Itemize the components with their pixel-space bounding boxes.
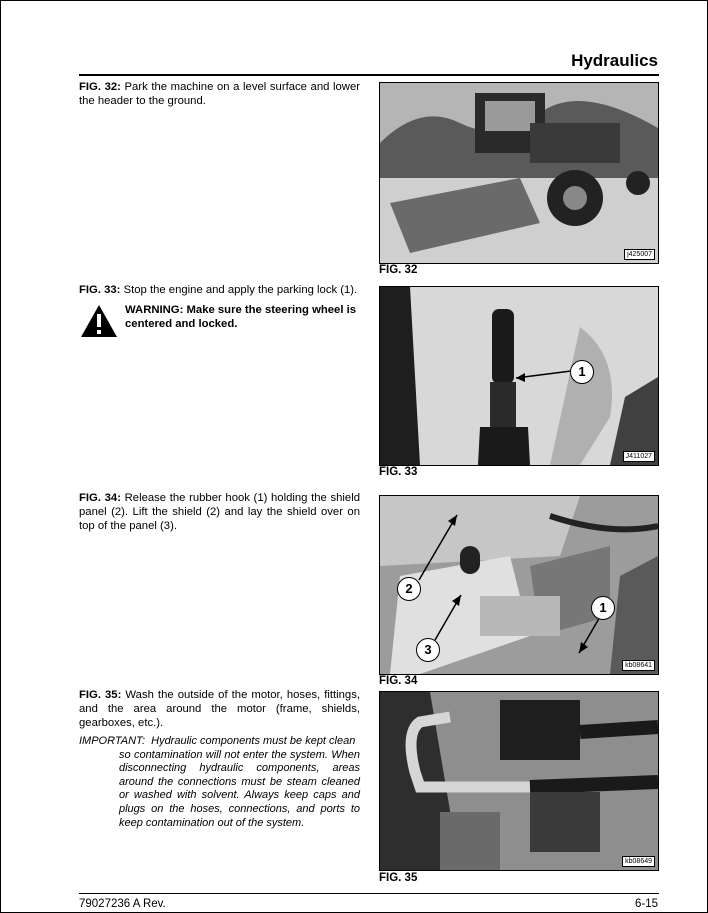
warning-text: WARNING: Make sure the steering wheel is centered and locked. [125,304,357,330]
figure-32-caption: FIG. 32 [379,264,418,276]
step-text: Stop the engine and apply the parking lock (1). [123,284,358,296]
warning-block [79,303,360,343]
figure-34-caption: FIG. 34 [379,675,418,687]
important-rest: so contamination will not enter the system. When disconnecting hydraulic components, areas around the connections must be steam cleaned or washed with solvent. Always keep caps and plugs on the hoses, connections, and ports to keep contamination out of the system. [119,748,360,829]
step-fig35 [79,688,360,730]
step-text: Release the rubber hook (1) holding the shield panel (2). Lift the shield (2) and lay the shield over on top of the panel (3). [79,492,360,532]
step-label: FIG. 32: [79,81,121,93]
image-id: kb08641 [622,660,655,671]
callout-2: 2 [397,577,421,601]
image-id: j425007 [624,249,655,260]
important-first: Hydraulic components must be kept clean [151,735,356,747]
step-label: FIG. 34: [79,492,121,504]
figure-33-caption: FIG. 33 [379,466,418,478]
step-fig32 [79,80,360,108]
title-rule [79,74,659,76]
step-fig34 [79,491,360,533]
step-text: Wash the outside of the motor, hoses, fittings, and the area around the motor (frame, shields, gearboxes, etc.). [79,689,361,729]
callout-1: 1 [570,360,594,384]
warning-triangle-icon [79,303,119,339]
section-title: Hydraulics [571,51,658,70]
figure-35-caption: FIG. 35 [379,872,418,884]
footer-doc-number: 79027236 A Rev. [79,898,166,910]
footer-rule [79,893,659,894]
step-label: FIG. 35: [79,689,122,701]
figure-33-leader [379,286,657,464]
figure-35-image [379,691,659,871]
image-id: kb08649 [622,856,655,867]
callout-1: 1 [591,596,615,620]
footer-page-number: 6-15 [634,898,658,910]
step-text: Park the machine on a level surface and lower the header to the ground. [79,81,360,107]
step-fig33 [79,283,360,297]
important-label: IMPORTANT: [79,735,145,747]
step-label: FIG. 33: [79,284,121,296]
image-id: J411027 [623,451,655,462]
callout-3: 3 [416,638,440,662]
important-note [79,735,360,830]
figure-32-image [379,82,659,264]
